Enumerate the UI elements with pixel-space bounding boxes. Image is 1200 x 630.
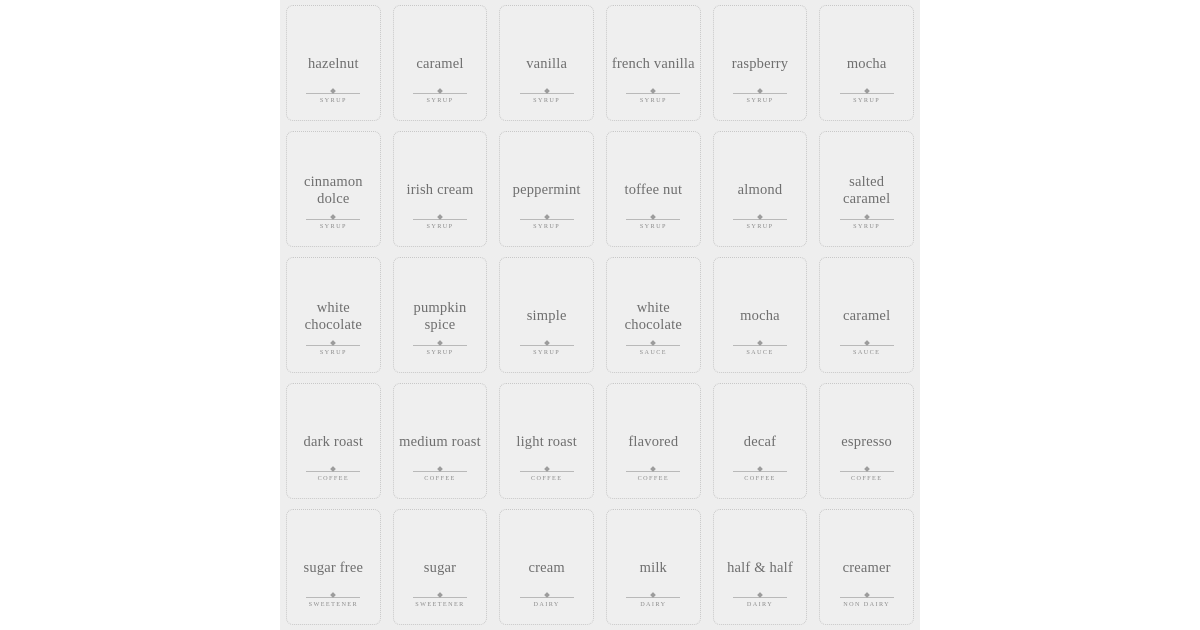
label-category: SYRUP (426, 222, 454, 230)
label-category: SYRUP (319, 96, 347, 104)
label-category: COFFEE (744, 474, 776, 482)
label-footer (287, 339, 380, 356)
label-category: SYRUP (319, 222, 347, 230)
label-card[interactable] (819, 257, 914, 373)
diamond-rule-icon (520, 213, 574, 222)
label-footer (820, 591, 913, 608)
label-card[interactable] (819, 383, 914, 499)
label-category: SYRUP (533, 222, 561, 230)
diamond-rule-icon (306, 465, 360, 474)
diamond-rule-icon (840, 339, 894, 348)
diamond-rule-icon (306, 591, 360, 600)
diamond-rule-icon (413, 591, 467, 600)
label-category: SYRUP (426, 96, 454, 104)
diamond-rule-icon (840, 213, 894, 222)
label-card[interactable] (393, 383, 488, 499)
label-name: white chocolate (304, 299, 362, 333)
label-name: caramel (843, 308, 891, 325)
label-footer (820, 339, 913, 356)
label-card[interactable] (713, 509, 808, 625)
label-category: COFFEE (530, 474, 563, 482)
diamond-rule-icon (733, 339, 787, 348)
label-name: sugar (423, 560, 457, 577)
label-card[interactable] (713, 383, 808, 499)
label-card[interactable] (819, 5, 914, 121)
label-footer (394, 465, 487, 482)
label-category: SAUCE (746, 348, 774, 356)
label-footer (500, 87, 593, 104)
label-category: SYRUP (319, 348, 347, 356)
label-footer (287, 213, 380, 230)
label-card[interactable] (286, 509, 381, 625)
diamond-rule-icon (306, 339, 360, 348)
label-category: DAIRY (533, 600, 560, 608)
label-card[interactable] (606, 383, 701, 499)
label-footer (607, 339, 700, 356)
label-name: hazelnut (307, 56, 359, 73)
label-name: peppermint (512, 182, 581, 199)
label-name: mocha (846, 56, 887, 73)
diamond-rule-icon (626, 339, 680, 348)
label-card[interactable] (286, 131, 381, 247)
label-footer (500, 465, 593, 482)
label-category: SWEETENER (415, 600, 465, 608)
label-name: cream (528, 560, 565, 577)
label-name: half & half (727, 560, 793, 577)
label-name: almond (737, 182, 783, 199)
label-name: pumpkin spice (413, 299, 467, 333)
label-card[interactable] (606, 131, 701, 247)
label-footer (607, 465, 700, 482)
label-footer (394, 591, 487, 608)
label-card[interactable] (393, 5, 488, 121)
label-card[interactable] (499, 257, 594, 373)
label-name: white chocolate (624, 299, 682, 333)
diamond-rule-icon (626, 465, 680, 474)
label-card[interactable] (499, 131, 594, 247)
label-name: toffee nut (624, 182, 683, 199)
label-category: SWEETENER (308, 600, 359, 608)
label-name: irish cream (406, 182, 474, 199)
label-card[interactable] (499, 5, 594, 121)
diamond-rule-icon (520, 339, 574, 348)
label-name: mocha (740, 308, 780, 325)
label-footer (287, 87, 380, 104)
label-name: decaf (743, 434, 777, 451)
label-name: salted caramel (843, 173, 891, 207)
label-card[interactable] (606, 509, 701, 625)
label-name: milk (639, 560, 668, 577)
label-name: simple (526, 308, 567, 325)
label-category: SAUCE (639, 348, 667, 356)
label-name: flavored (628, 434, 679, 451)
label-category: SYRUP (746, 96, 774, 104)
diamond-rule-icon (413, 87, 467, 96)
label-category: DAIRY (746, 600, 774, 608)
diamond-rule-icon (413, 213, 467, 222)
label-category: SAUCE (853, 348, 881, 356)
label-footer (714, 87, 807, 104)
label-name: dark roast (303, 434, 364, 451)
label-card[interactable] (713, 5, 808, 121)
label-footer (500, 591, 593, 608)
label-card[interactable] (606, 257, 701, 373)
diamond-rule-icon (626, 213, 680, 222)
label-card[interactable] (286, 257, 381, 373)
label-category: COFFEE (637, 474, 670, 482)
label-category: SYRUP (533, 96, 561, 104)
label-footer (287, 591, 380, 608)
diamond-rule-icon (840, 465, 894, 474)
label-category: NON DAIRY (843, 600, 891, 608)
label-category: SYRUP (426, 348, 454, 356)
label-footer (607, 213, 700, 230)
diamond-rule-icon (733, 87, 787, 96)
label-category: COFFEE (850, 474, 883, 482)
label-footer (820, 213, 913, 230)
label-name: vanilla (526, 56, 568, 73)
label-name: cinnamon dolce (303, 173, 363, 207)
label-card[interactable] (393, 509, 488, 625)
label-footer (394, 339, 487, 356)
label-name: creamer (842, 560, 891, 577)
label-grid (280, 0, 920, 630)
label-name: medium roast (399, 434, 481, 451)
label-card[interactable] (286, 5, 381, 121)
label-category: SYRUP (639, 96, 667, 104)
label-category: SYRUP (853, 96, 881, 104)
diamond-rule-icon (306, 87, 360, 96)
label-footer (820, 87, 913, 104)
label-card[interactable] (499, 509, 594, 625)
diamond-rule-icon (413, 339, 467, 348)
label-footer (714, 465, 807, 482)
label-category: COFFEE (424, 474, 456, 482)
label-category: SYRUP (853, 222, 881, 230)
label-card[interactable] (819, 509, 914, 625)
diamond-rule-icon (520, 465, 574, 474)
label-category: SYRUP (533, 348, 561, 356)
label-card[interactable] (819, 131, 914, 247)
diamond-rule-icon (626, 591, 680, 600)
label-footer (820, 465, 913, 482)
label-card[interactable] (393, 131, 488, 247)
label-category: DAIRY (640, 600, 667, 608)
label-name: light roast (516, 434, 577, 451)
label-card[interactable] (713, 257, 808, 373)
label-card[interactable] (393, 257, 488, 373)
label-footer (714, 591, 807, 608)
diamond-rule-icon (733, 591, 787, 600)
label-name: caramel (416, 56, 464, 73)
label-card[interactable] (606, 5, 701, 121)
label-name: french vanilla (611, 56, 695, 73)
label-category: SYRUP (639, 222, 667, 230)
label-sheet (280, 0, 920, 630)
label-footer (500, 213, 593, 230)
label-card[interactable] (286, 383, 381, 499)
diamond-rule-icon (306, 213, 360, 222)
diamond-rule-icon (520, 591, 574, 600)
label-name: raspberry (731, 56, 789, 73)
label-footer (607, 87, 700, 104)
label-footer (500, 339, 593, 356)
label-footer (287, 465, 380, 482)
label-footer (607, 591, 700, 608)
label-category: COFFEE (317, 474, 350, 482)
label-footer (394, 213, 487, 230)
diamond-rule-icon (413, 465, 467, 474)
diamond-rule-icon (520, 87, 574, 96)
label-category: SYRUP (746, 222, 774, 230)
diamond-rule-icon (733, 465, 787, 474)
label-footer (714, 213, 807, 230)
label-name: sugar free (303, 560, 364, 577)
diamond-rule-icon (840, 591, 894, 600)
label-name: espresso (841, 434, 893, 451)
diamond-rule-icon (626, 87, 680, 96)
label-card[interactable] (713, 131, 808, 247)
diamond-rule-icon (733, 213, 787, 222)
diamond-rule-icon (840, 87, 894, 96)
label-card[interactable] (499, 383, 594, 499)
label-footer (714, 339, 807, 356)
label-footer (394, 87, 487, 104)
